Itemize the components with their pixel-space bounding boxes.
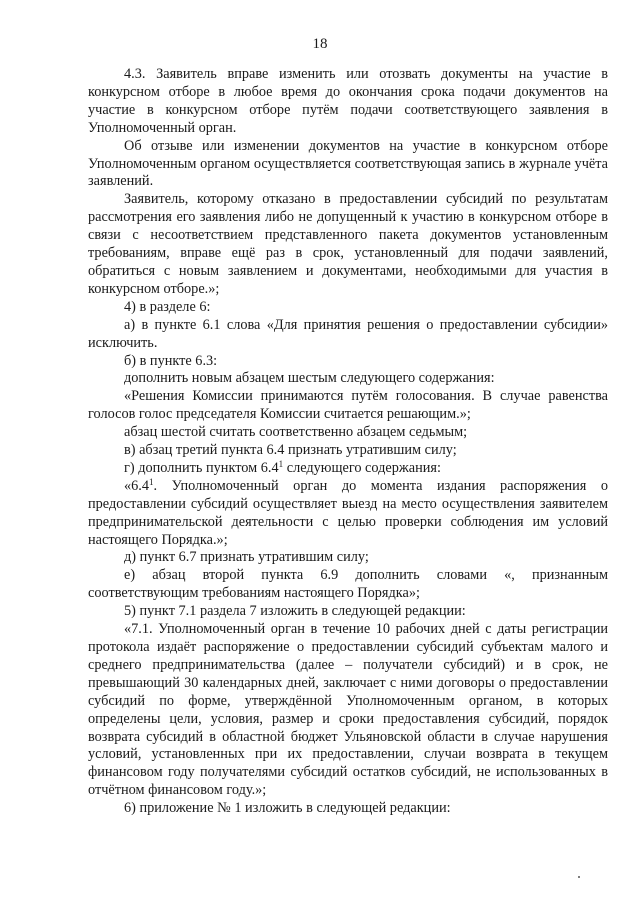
superscript: 1 bbox=[278, 458, 284, 469]
paragraph: Об отзыве или изменении документов на участие в конкурсном отборе Уполномоченным органом осуществляется соответствующая запись в журнале учёта заявлений. bbox=[88, 137, 608, 190]
paragraph: «Решения Комиссии принимаются путём голосования. В случае равенства голосов голос председателя Комиссии считается решающим.»; bbox=[88, 388, 608, 423]
paragraph: б) в пункте 6.3: bbox=[124, 352, 218, 369]
paragraph-with-superscript bbox=[88, 478, 608, 550]
paragraph: 4.3. Заявитель вправе изменить или отозвать документы на участие в конкурсном отборе в любое время до окончания срока подачи документов на участие в конкурсном отборе путём подачи соответствующего заявления в Уполномоченный орган. bbox=[88, 66, 608, 136]
paragraph: а) в пункте 6.1 слова «Для принятия решения о предоставлении субсидии» исключить. bbox=[88, 316, 608, 351]
paragraph: д) пункт 6.7 признать утратившим силу; bbox=[124, 549, 369, 566]
text-run: . Уполномоченный орган до момента издания распоряжения о предоставлении субсидий осуществляет выезд на место осуществления заявителем предпринимательской деятельности с целью проверки соблюдения им условий настоящего Порядка.»; bbox=[88, 477, 608, 548]
paragraph: дополнить новым абзацем шестым следующего содержания: bbox=[124, 370, 495, 387]
text-run: г) дополнить пунктом 6.4 bbox=[124, 459, 279, 476]
text-run: «6.4 bbox=[124, 477, 150, 494]
scan-speck bbox=[578, 876, 580, 878]
paragraph: е) абзац второй пункта 6.9 дополнить словами «, признанным соответствующим требованиям настоящего Порядка»; bbox=[88, 567, 608, 602]
paragraph: 4) в разделе 6: bbox=[124, 298, 211, 315]
paragraph: «7.1. Уполномоченный орган в течение 10 рабочих дней с даты регистрации протокола издаёт распоряжение о предоставлении субсидий субъектам малого и среднего предпринимательства (далее – получатели субсидий) и в срок, не превышающий 30 календарных дней, заключает с ними договоры о предоставлении субсидий по форме, утверждённой Уполномоченным органом, в которых определены цели, условия, размер и сроки предоставления субсидий, порядок возврата субсидий в областной бюджет Ульяновской области в случае нарушения условий, установленных при их предоставлении, случаи возврата в текущем финансовом году получателями субсидий остатков субсидий, не использованных в отчётном финансовом году.»; bbox=[88, 621, 608, 799]
text-run: следующего содержания: bbox=[283, 459, 441, 476]
paragraph-with-superscript bbox=[88, 460, 608, 478]
document-body bbox=[88, 66, 608, 818]
paragraph: в) абзац третий пункта 6.4 признать утратившим силу; bbox=[124, 442, 457, 459]
superscript: 1 bbox=[149, 476, 154, 487]
paragraph: Заявитель, которому отказано в предоставлении субсидий по результатам рассмотрения его заявления либо не допущенный к участию в конкурсном отборе в связи с несоответствием представленного пакета документов установленным требованиям, вправе ещё раз в срок, установленный для подачи заявлений, обратиться с новым заявлением и документами, необходимыми для участия в конкурсном отборе.»; bbox=[88, 191, 608, 297]
paragraph: абзац шестой считать соответственно абзацем седьмым; bbox=[124, 424, 468, 441]
page-number: 18 bbox=[312, 36, 328, 52]
paragraph: 5) пункт 7.1 раздела 7 изложить в следующей редакции: bbox=[124, 603, 466, 620]
paragraph: 6) приложение № 1 изложить в следующей редакции: bbox=[124, 800, 451, 817]
